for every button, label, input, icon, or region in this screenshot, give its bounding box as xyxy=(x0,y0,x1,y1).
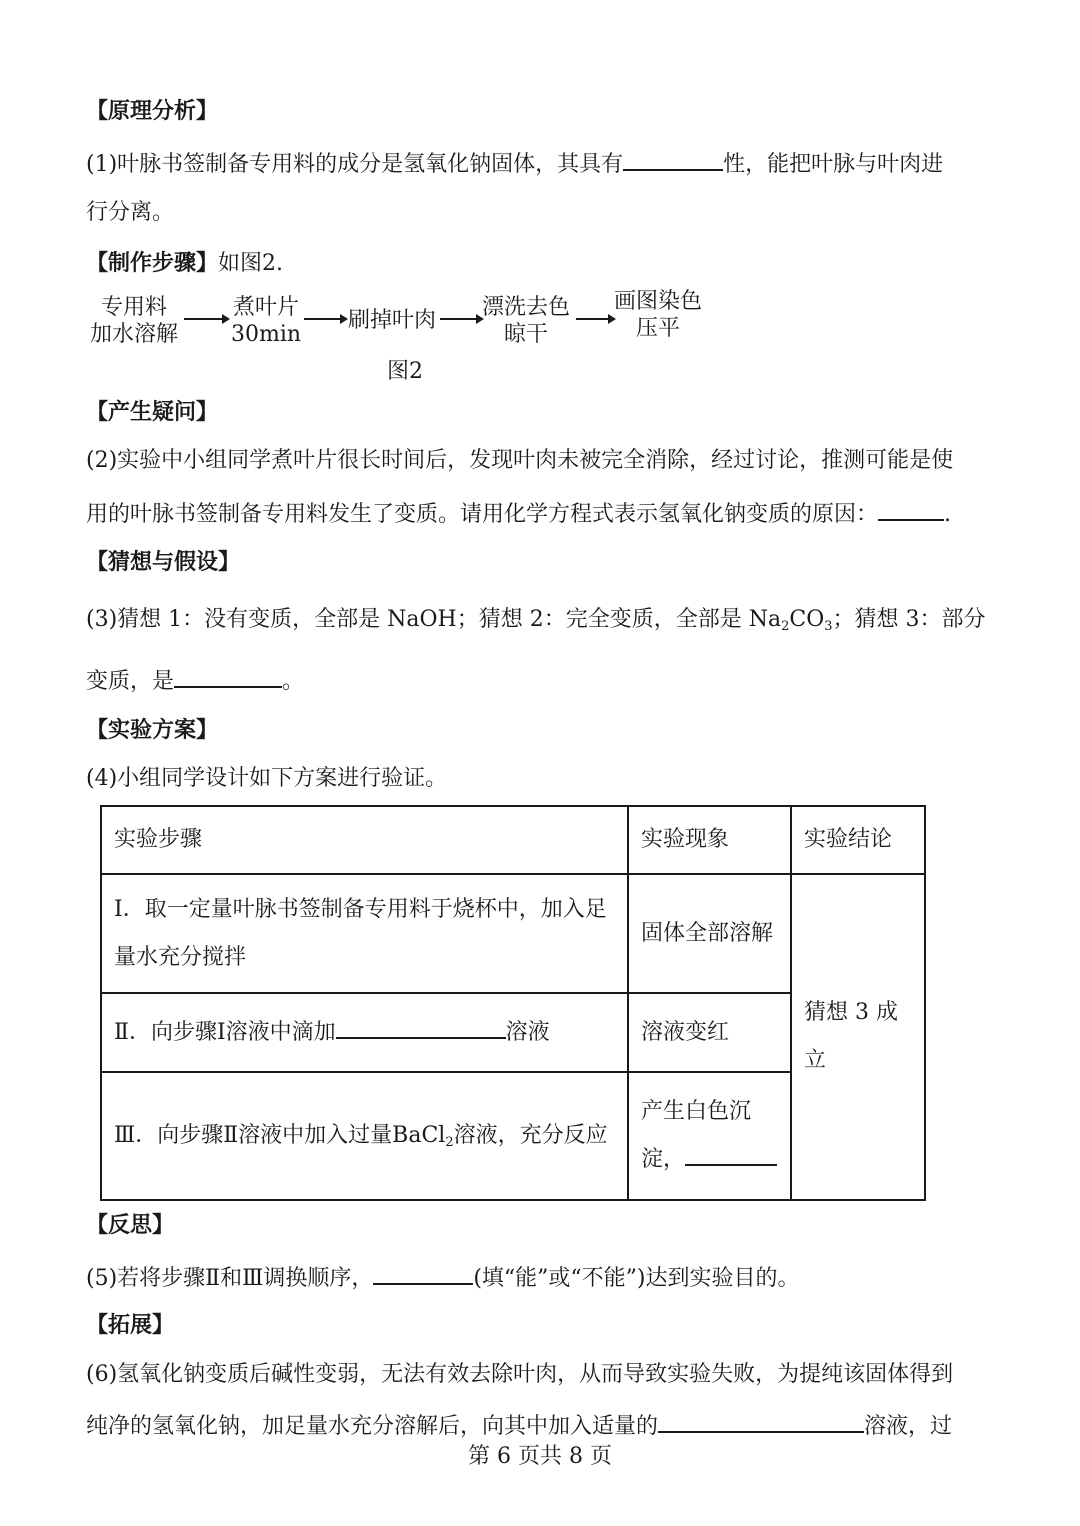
flow-box-1 xyxy=(86,294,182,348)
flow-box-2-line2: 30min xyxy=(230,322,302,347)
q3-end: 。 xyxy=(282,669,305,694)
q3-text-a: (3)猜想 1：没有变质，全部是 NaOH；猜想 2：完全变质，全部是 Na xyxy=(86,607,782,632)
q5-line xyxy=(86,1261,800,1294)
q3-line2-text: 变质，是 xyxy=(86,669,175,694)
section-question: 【产生疑问】 xyxy=(86,399,219,425)
flow-box-1-line2: 加水溶解 xyxy=(89,322,178,347)
q6-answer-blank[interactable] xyxy=(658,1409,864,1433)
page-footer: 第 6 页共 8 页 xyxy=(468,1444,612,1469)
section-reflection: 【反思】 xyxy=(86,1212,175,1238)
q3-line2 xyxy=(86,664,304,697)
section-extension: 【拓展】 xyxy=(86,1312,175,1338)
q3-answer-blank[interactable] xyxy=(174,664,282,688)
q3-sub-b: 3 xyxy=(824,619,833,634)
q1-text-b: 性，能把叶脉与叶肉进 xyxy=(723,152,944,177)
experiment-table xyxy=(100,805,926,1201)
flow-arrow-icon xyxy=(576,312,616,326)
conclusion-cell: 猜想 3 成立 xyxy=(791,874,925,1200)
q1-text-a: (1)叶脉书签制备专用料的成分是氢氧化钠固体，其具有 xyxy=(86,152,624,177)
flow-box-4-line1: 漂洗去色 xyxy=(481,295,570,320)
flow-box-5-line2: 压平 xyxy=(635,316,680,341)
section-principle: 【原理分析】 xyxy=(86,98,219,124)
step-3-text-b: 溶液，充分反应 xyxy=(453,1123,608,1148)
step-2-text-a: Ⅱ．向步骤Ⅰ溶液中滴加 xyxy=(114,1019,336,1045)
step-cell xyxy=(101,1072,628,1200)
flow-box-3-line1: 刷掉叶肉 xyxy=(347,308,436,333)
phenomenon-cell xyxy=(628,1072,791,1200)
flow-box-2 xyxy=(230,294,302,348)
phenomenon-cell: 固体全部溶解 xyxy=(628,874,791,993)
q1-line2: 行分离。 xyxy=(86,200,175,225)
q3-line1 xyxy=(86,605,986,635)
table-row xyxy=(101,874,925,993)
q6-line2 xyxy=(86,1409,952,1442)
section-hypothesis: 【猜想与假设】 xyxy=(86,549,241,575)
flow-arrow-icon xyxy=(184,312,230,326)
q2-answer-blank[interactable] xyxy=(878,497,944,521)
step-3-sub: 2 xyxy=(445,1135,454,1150)
section-plan: 【实验方案】 xyxy=(86,717,219,743)
q1-answer-blank[interactable] xyxy=(623,147,723,171)
table-header: 实验结论 xyxy=(791,806,925,874)
section-steps: 【制作步骤】 xyxy=(86,250,219,276)
step-cell: Ⅰ．取一定量叶脉书签制备专用料于烧杯中，加入足量水充分搅拌 xyxy=(101,874,628,993)
flow-box-3 xyxy=(346,307,438,334)
flow-arrow-icon xyxy=(304,312,348,326)
phenomenon-answer-blank[interactable] xyxy=(685,1142,777,1166)
table-header: 实验步骤 xyxy=(101,806,628,874)
flow-box-5-line1: 画图染色 xyxy=(613,289,702,314)
figure-caption: 图2 xyxy=(387,359,423,384)
q2-line2 xyxy=(86,497,951,530)
flow-box-2-line1: 煮叶片 xyxy=(232,295,299,320)
flow-box-4-line2: 晾干 xyxy=(503,322,548,347)
step-2-text-b: 溶液 xyxy=(505,1019,550,1045)
table-header: 实验现象 xyxy=(628,806,791,874)
q5-text-b: (填“能”或“不能”)达到实验目的。 xyxy=(473,1266,800,1291)
flow-box-5 xyxy=(612,288,704,342)
phenomenon-cell: 溶液变红 xyxy=(628,993,791,1072)
q3-text-c: ；猜想 3：部分 xyxy=(832,607,986,632)
step-3-phenomenon-text: 产生白色沉淀， xyxy=(641,1099,752,1172)
step-cell xyxy=(101,993,628,1072)
step-2-answer-blank[interactable] xyxy=(336,1015,506,1039)
q2-text: 用的叶脉书签制备专用料发生了变质。请用化学方程式表示氢氧化钠变质的原因： xyxy=(86,502,879,527)
q6-text-b: 溶液，过 xyxy=(864,1414,953,1439)
flow-arrow-icon xyxy=(440,312,484,326)
q1-line1 xyxy=(86,147,943,180)
q2-line1: (2)实验中小组同学煮叶片很长时间后，发现叶肉未被完全消除，经过讨论，推测可能是使 xyxy=(86,448,954,473)
q4-intro: (4)小组同学设计如下方案进行验证。 xyxy=(86,766,448,791)
q6-text-a: 纯净的氢氧化钠，加足量水充分溶解后，向其中加入适量的 xyxy=(86,1414,659,1439)
q2-end: . xyxy=(944,502,952,527)
flow-box-1-line1: 专用料 xyxy=(100,295,167,320)
table-header-row xyxy=(101,806,925,874)
q5-text-a: (5)若将步骤Ⅱ和Ⅲ调换顺序， xyxy=(86,1266,374,1291)
q5-answer-blank[interactable] xyxy=(373,1261,473,1285)
step-3-text-a: Ⅲ．向步骤Ⅱ溶液中加入过量BaCl xyxy=(114,1123,446,1148)
flow-box-4 xyxy=(480,294,572,348)
q3-text-b: CO xyxy=(789,607,825,632)
q3-sub-a: 2 xyxy=(781,619,790,634)
steps-note: 如图2. xyxy=(218,251,284,276)
steps-heading xyxy=(86,248,283,279)
q6-line1: (6)氢氧化钠变质后碱性变弱，无法有效去除叶肉，从而导致实验失败，为提纯该固体得到 xyxy=(86,1362,954,1387)
